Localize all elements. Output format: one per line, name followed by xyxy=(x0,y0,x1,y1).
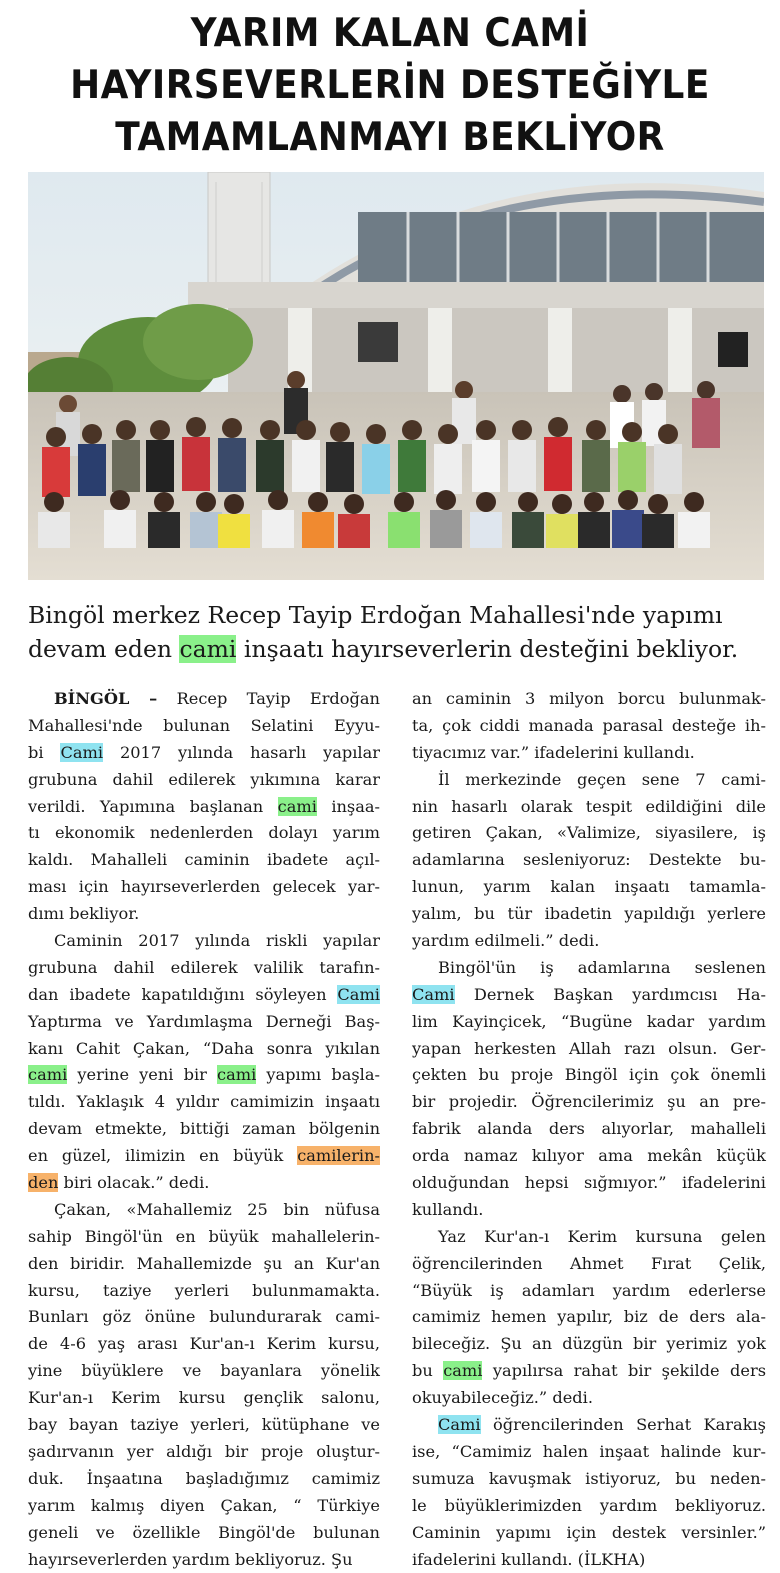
paragraph xyxy=(412,1224,766,1412)
text-line xyxy=(28,740,380,767)
line-text: Bunları göz önüne bulundurarak cami- xyxy=(28,1307,380,1326)
line-text: orda namaz kılıyor ama mekân küçük xyxy=(412,1146,766,1165)
text-line xyxy=(28,1520,380,1547)
line-text: Çakan, «Mahallemiz 25 bin nüfusa xyxy=(54,1200,380,1219)
text-line xyxy=(412,713,766,740)
text-line xyxy=(28,1547,380,1573)
text-line xyxy=(412,1143,766,1170)
line-text: den biridir. Mahallemizde şu an Kur'an xyxy=(28,1254,380,1273)
text-line xyxy=(412,1547,766,1573)
line-text: fabrik alanda ders alıyorlar, mahalleli xyxy=(412,1119,766,1138)
line-text: kaldı. Mahalleli caminin ibadete açıl- xyxy=(28,850,380,869)
paragraph xyxy=(28,686,380,928)
paragraph xyxy=(412,1412,766,1573)
text-line xyxy=(412,767,766,794)
highlight-cami: cami xyxy=(179,635,236,663)
text-line xyxy=(412,1224,766,1251)
line-text: ması için hayırseverlerden gelecek yar- xyxy=(28,877,380,896)
paragraph xyxy=(28,928,380,1197)
text-line xyxy=(28,1439,380,1466)
line-text: ifadelerini kullandı. (İLKHA) xyxy=(412,1550,645,1569)
headline-line-3: TAMAMLANMAYI BEKLİYOR xyxy=(31,112,749,164)
line-text: Mahallesi'nde bulunan Selatini Eyyu- xyxy=(28,716,380,735)
text-line xyxy=(412,1036,766,1063)
mosque-group-photo xyxy=(28,172,764,580)
text-line xyxy=(412,1197,766,1224)
line-text: tıldı. Yaklaşık 4 yıldır camimizin inşaatı xyxy=(28,1092,380,1111)
line-text: duk. İnşaatına başladığımız camimiz xyxy=(28,1469,380,1488)
line-text: öğrencilerinden Serhat Karakış xyxy=(481,1415,766,1434)
text-line xyxy=(412,1385,766,1412)
line-text: ise, “Camimiz halen inşaat halinde kur- xyxy=(412,1442,766,1461)
text-line xyxy=(28,686,380,713)
subheadline-line-2 xyxy=(28,632,768,666)
line-text: de 4-6 yaş arası Kur'an-ı Kerim kursu, xyxy=(28,1334,380,1353)
highlighted-word: Cami xyxy=(337,985,380,1004)
line-text: Dernek Başkan yardımcısı Ha- xyxy=(455,985,766,1004)
line-text: bay bayan taziye yerleri, kütüphane ve xyxy=(28,1415,380,1434)
line-text: nin hasarlı olarak tespit edildiğini dile xyxy=(412,797,766,816)
line-text: an caminin 3 milyon borcu bulunmak- xyxy=(412,689,766,708)
text-line xyxy=(28,1304,380,1331)
headline xyxy=(0,8,780,164)
line-text: lim Kayinçicek, “Bugüne kadar yardım xyxy=(412,1012,766,1031)
text-line xyxy=(28,1224,380,1251)
subheadline-text: devam eden xyxy=(28,635,179,663)
paragraph xyxy=(412,686,766,767)
text-line xyxy=(412,982,766,1009)
paragraph xyxy=(412,767,766,955)
text-line xyxy=(28,874,380,901)
highlighted-word: cami xyxy=(28,1065,67,1084)
text-line xyxy=(412,686,766,713)
line-text: kullandı. xyxy=(412,1200,483,1219)
text-line xyxy=(28,982,380,1009)
text-line xyxy=(412,901,766,928)
line-text: biri olacak.” dedi. xyxy=(58,1173,209,1192)
text-line xyxy=(412,847,766,874)
text-line xyxy=(28,1412,380,1439)
paragraph xyxy=(28,1197,380,1573)
line-text: inşaa- xyxy=(317,797,380,816)
text-line xyxy=(412,1062,766,1089)
subheadline-line-1: Bingöl merkez Recep Tayip Erdoğan Mahallesi'nde yapımı xyxy=(28,598,768,632)
line-text: kursu, taziye yerleri bulunmamakta. xyxy=(28,1281,380,1300)
highlighted-word: camilerin- xyxy=(297,1146,380,1165)
line-text: ta, çok ciddi manada parasal desteğe ih- xyxy=(412,716,766,735)
text-line xyxy=(28,820,380,847)
line-text: lunun, yarım kalan inşaatı tamamla- xyxy=(412,877,766,896)
line-text: adamlarına sesleniyoruz: Destekte bu- xyxy=(412,850,766,869)
text-line xyxy=(28,794,380,821)
line-text: verildi. Yapımına başlanan xyxy=(28,797,278,816)
line-text: Yaptırma ve Yardımlaşma Derneği Baş- xyxy=(28,1012,380,1031)
line-text: “Büyük iş adamları yardım ederlerse xyxy=(412,1281,766,1300)
subheadline xyxy=(28,598,768,666)
highlighted-word: Cami xyxy=(60,743,103,762)
text-line xyxy=(412,874,766,901)
text-line xyxy=(28,1197,380,1224)
highlighted-word: cami xyxy=(443,1361,482,1380)
line-text: le büyüklerimizden yardım bekliyoruz. xyxy=(412,1496,766,1515)
line-text: yardım edilmeli.” dedi. xyxy=(412,931,599,950)
text-line xyxy=(412,794,766,821)
text-line xyxy=(28,901,380,928)
line-text: geneli ve özellikle Bingöl'de bulunan xyxy=(28,1523,380,1542)
subheadline-text: inşaatı hayırseverlerin desteğini bekliyor. xyxy=(236,635,738,663)
line-text: öğrencilerinden Ahmet Fırat Çelik, xyxy=(412,1254,766,1273)
text-line xyxy=(412,1116,766,1143)
text-line xyxy=(28,1493,380,1520)
text-line xyxy=(28,1251,380,1278)
text-line xyxy=(412,1412,766,1439)
line-text: dımı bekliyor. xyxy=(28,904,139,923)
line-text: Bingöl'ün iş adamlarına seslenen xyxy=(438,958,766,977)
line-text: bir projedir. Öğrencilerimiz şu an pre- xyxy=(412,1092,766,1111)
text-line xyxy=(28,1466,380,1493)
line-text: çekten bu proje Bingöl için çok önemli xyxy=(412,1065,766,1084)
text-line xyxy=(28,1358,380,1385)
line-text: bileceğiz. Şu an düzgün bir yerimiz yok xyxy=(412,1334,766,1353)
text-line xyxy=(28,1170,380,1197)
text-line xyxy=(28,1143,380,1170)
text-line xyxy=(412,1278,766,1305)
line-text: yapılırsa rahat bir şekilde ders xyxy=(482,1361,766,1380)
line-text: yapımı başla- xyxy=(256,1065,380,1084)
headline-line-2: HAYIRSEVERLERİN DESTEĞİYLE xyxy=(31,60,749,112)
line-text: Caminin yapımı için destek versinler.” xyxy=(412,1523,766,1542)
line-text: Caminin 2017 yılında riskli yapılar xyxy=(54,931,380,950)
text-line xyxy=(412,740,766,767)
text-line xyxy=(28,1036,380,1063)
text-line xyxy=(412,1304,766,1331)
highlighted-word: Cami xyxy=(412,985,455,1004)
line-text: camimiz hemen yapılır, biz de ders ala- xyxy=(412,1307,766,1326)
line-text: yerine yeni bir xyxy=(67,1065,217,1084)
text-line xyxy=(412,1520,766,1547)
line-text: yine büyüklere ve bayanlara yönelik xyxy=(28,1361,380,1380)
line-text: yapan herkesten Allah razı olsun. Ger- xyxy=(412,1039,766,1058)
article-column-left xyxy=(28,686,380,1573)
line-text: sumuza kavuşmak istiyoruz, bu neden- xyxy=(412,1469,766,1488)
text-line xyxy=(28,713,380,740)
text-line xyxy=(412,1170,766,1197)
line-text: sahip Bingöl'ün en büyük mahallelerin- xyxy=(28,1227,380,1246)
text-line xyxy=(412,1251,766,1278)
text-line xyxy=(412,1331,766,1358)
text-line xyxy=(28,955,380,982)
text-line xyxy=(28,1278,380,1305)
text-line xyxy=(28,1089,380,1116)
text-line xyxy=(412,955,766,982)
line-text: yalım, bu tür ibadetin yapıldığı yerlere xyxy=(412,904,766,923)
text-line xyxy=(412,1493,766,1520)
text-line xyxy=(28,1062,380,1089)
line-text: okuyabileceğiz.” dedi. xyxy=(412,1388,593,1407)
line-text: tı ekonomik nedenlerden dolayı yarım xyxy=(28,823,380,842)
highlighted-word: Cami xyxy=(438,1415,481,1434)
highlighted-word: cami xyxy=(278,797,317,816)
text-line xyxy=(412,1089,766,1116)
text-line xyxy=(412,1466,766,1493)
text-line xyxy=(28,767,380,794)
line-text: İl merkezinde geçen sene 7 cami- xyxy=(438,770,766,789)
line-text: bu xyxy=(412,1361,443,1380)
text-line xyxy=(28,847,380,874)
text-line xyxy=(412,928,766,955)
line-text: hayırseverlerden yardım bekliyoruz. Şu xyxy=(28,1550,353,1569)
line-text: devam etmekte, bittiği zaman bölgenin xyxy=(28,1119,380,1138)
text-line xyxy=(28,1331,380,1358)
line-text: grubuna dahil edilerek yıkımına karar xyxy=(28,770,380,789)
line-text: 2017 yılında hasarlı yapılar xyxy=(103,743,380,762)
line-text: bi xyxy=(28,743,60,762)
text-line xyxy=(412,1439,766,1466)
line-text: şadırvanın yer aldığı bir proje oluştur- xyxy=(28,1442,380,1461)
dateline: BİNGÖL – xyxy=(54,689,157,708)
line-text: olduğundan hepsi sığmıyor.” ifadelerini xyxy=(412,1173,766,1192)
text-line xyxy=(28,1116,380,1143)
line-text: Kur'an-ı Kerim kursu gençlik salonu, xyxy=(28,1388,380,1407)
line-text: Yaz Kur'an-ı Kerim kursuna gelen xyxy=(438,1227,766,1246)
news-photo xyxy=(28,172,764,580)
line-text: Recep Tayip Erdoğan xyxy=(157,689,380,708)
line-text: tiyacımız var.” ifadelerini kullandı. xyxy=(412,743,695,762)
highlighted-word: cami xyxy=(217,1065,256,1084)
text-line xyxy=(28,1009,380,1036)
text-line xyxy=(412,1358,766,1385)
article-column-right xyxy=(412,686,766,1573)
text-line xyxy=(412,820,766,847)
line-text: yarım kalmış diyen Çakan, “ Türkiye xyxy=(28,1496,380,1515)
line-text: en güzel, ilimizin en büyük xyxy=(28,1146,297,1165)
line-text: getiren Çakan, «Valimize, siyasilere, iş xyxy=(412,823,766,842)
highlighted-word: den xyxy=(28,1173,58,1192)
paragraph xyxy=(412,955,766,1224)
headline-line-1: YARIM KALAN CAMİ xyxy=(31,8,749,60)
line-text: dan ibadete kapatıldığını söyleyen xyxy=(28,985,337,1004)
text-line xyxy=(412,1009,766,1036)
text-line xyxy=(28,928,380,955)
text-line xyxy=(28,1385,380,1412)
line-text: kanı Cahit Çakan, “Daha sonra yıkılan xyxy=(28,1039,380,1058)
line-text: grubuna dahil edilerek valilik tarafın- xyxy=(28,958,380,977)
